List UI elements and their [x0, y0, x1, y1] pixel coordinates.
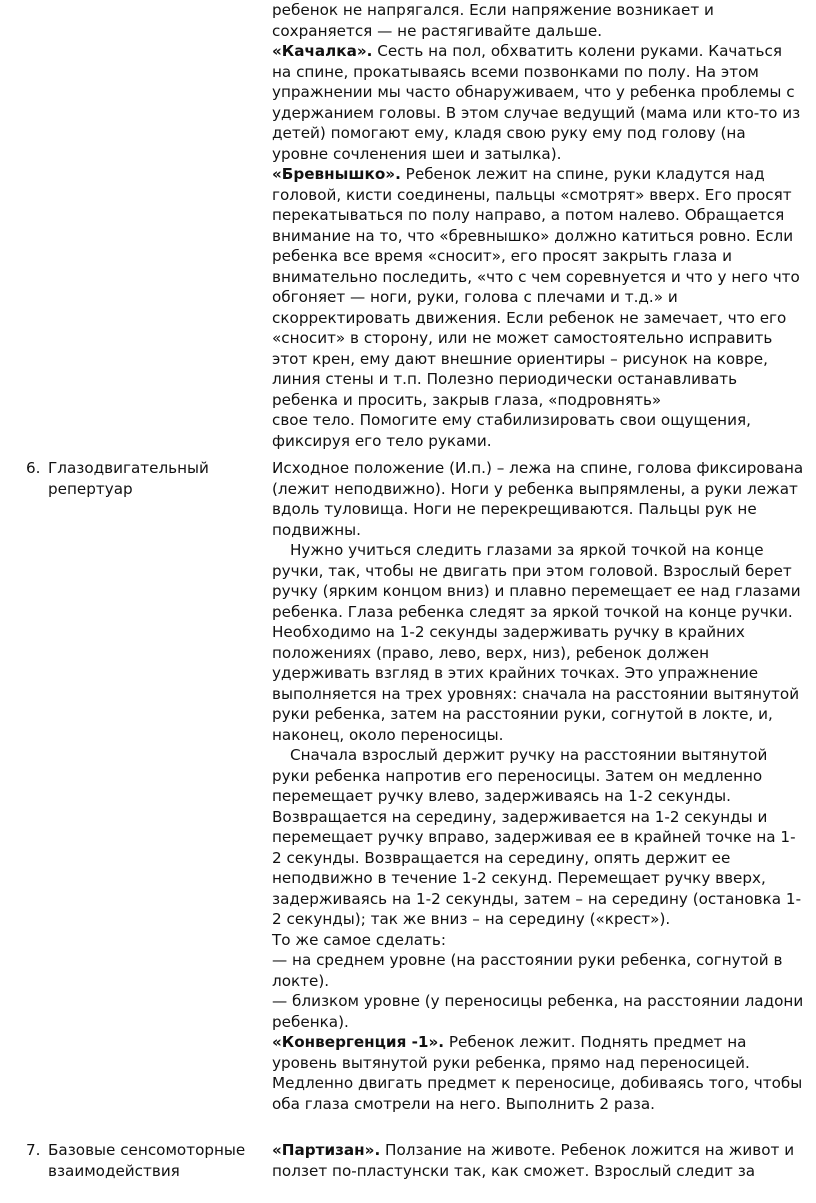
item-6-p3: Сначала взрослый держит ручку на расстоянии вытянутой руки ребенка напротив его переносицы. Затем он медленно перемещает ручку влево, задерживаясь на 1-2 секунды. Возвращается на середину, задерживается на 1-2 секунды и перемещает ручку вправо, задерживая ее в крайней точке на 1-2 секунды. Возвращается на середину, опять держит ее неподвижно в течение 1-2 секунд. Перемещает ручку вверх, задерживаясь на 1-2 секунды, затем – на середину (остановка 1-2 секунды); так же вниз – на середину («крест»).: [272, 746, 802, 928]
partizan-text: Ползание на животе. Ребенок ложится на живот и ползет по-пластунски так, как сможет. Взрослый следит за: [272, 1141, 795, 1180]
exercise-block-top: [272, 0, 804, 451]
item-6-p4: То же самое сделать:: [272, 930, 446, 949]
partizan-paragraph: [272, 1140, 804, 1181]
item-7-content: [272, 1140, 804, 1181]
item-6-p6: — близком уровне (у переносицы ребенка, на расстоянии ладони ребенка).: [272, 992, 804, 1031]
intro-paragraph: ребенок не напрягался. Если напряжение возникает и сохраняется — не растягивайте дальше.: [272, 1, 714, 40]
item-6-content: [272, 458, 804, 1114]
konvergencia-text: Ребенок лежит. Поднять предмет на уровень вытянутой руки ребенка, прямо над переносицей. Медленно двигать предмет к переносице, добиваясь того, чтобы оба глаза смотрели на него. Выполнить 2 раза.: [272, 1033, 803, 1113]
item-6-number: 6.: [26, 459, 41, 477]
item-6-title: Глазодвигательный репертуар: [48, 459, 209, 498]
item-7-title: Базовые сенсомоторные взаимодействия: [48, 1141, 246, 1180]
kachalka-title: «Качалка».: [272, 42, 373, 60]
item-6-p1: Исходное положение (И.п.) – лежа на спине, голова фиксирована (лежит неподвижно). Ноги у ребенка выпрямлены, а руки лежат вдоль туловища. Ноги не перекрещиваются. Пальцы рук не подвижны.: [272, 459, 804, 539]
kachalka-paragraph: [272, 41, 804, 164]
brevnyshko-tail: свое тело. Помогите ему стабилизировать свои ощущения, фиксируя его тело руками.: [272, 411, 751, 450]
kachalka-text: Сесть на пол, обхватить колени руками. Качаться на спине, прокатываясь всеми позвонками по полу. На этом упражнении мы часто обнаруживаем, что у ребенка проблемы с удержанием головы. В этом случае ведущий (мама или кто-то из детей) помогают ему, кладя свою руку ему под голову (на уровне сочленения шеи и затылка).: [272, 42, 801, 163]
brevnyshko-paragraph: [272, 164, 804, 410]
konvergencia-title: «Конвергенция -1».: [272, 1033, 445, 1051]
item-6-p5: — на среднем уровне (на расстоянии руки ребенка, согнутой в локте).: [272, 951, 783, 990]
konvergencia-paragraph: [272, 1032, 804, 1114]
item-7-number: 7.: [26, 1141, 41, 1159]
item-6-p2: Нужно учиться следить глазами за яркой точкой на конце ручки, так, чтобы не двигать при этом головой. Взрослый берет ручку (ярким концом вниз) и плавно перемещает ее над глазами ребенка. Глаза ребенка следят за яркой точкой на конце ручки. Необходимо на 1-2 секунды задерживать ручку в крайних положениях (право, лево, верх, низ), ребенок должен удерживать взгляд в этих крайних точках. Это упражнение выполняется на трех уровнях: сначала на расстоянии вытянутой руки ребенка, затем на расстоянии руки, согнутой в локте, и, наконец, около переносицы.: [272, 541, 801, 744]
brevnyshko-title: «Бревнышко».: [272, 165, 401, 183]
partizan-title: «Партизан».: [272, 1141, 381, 1159]
brevnyshko-text: Ребенок лежит на спине, руки кладутся над головой, кисти соединены, пальцы «смотрят» вверх. Его просят перекатываться по полу направо, а потом налево. Обращается внимание на то, что «бревнышко» должно катиться ровно. Если ребенка все время «сносит», его просят закрыть глаза и внимательно последить, «что с чем соревнуется и что у него что обгоняет — ноги, руки, голова с плечами и т.д.» и скорректировать движения. Если ребенок не замечает, что его «сносит» в сторону, или не может самостоятельно исправить этот крен, ему дают внешние ориентиры – рисунок на ковре, линия стены и т.п. Полезно периодически останавливать ребенка и просить, закрыв глаза, «подровнять»: [272, 165, 800, 409]
